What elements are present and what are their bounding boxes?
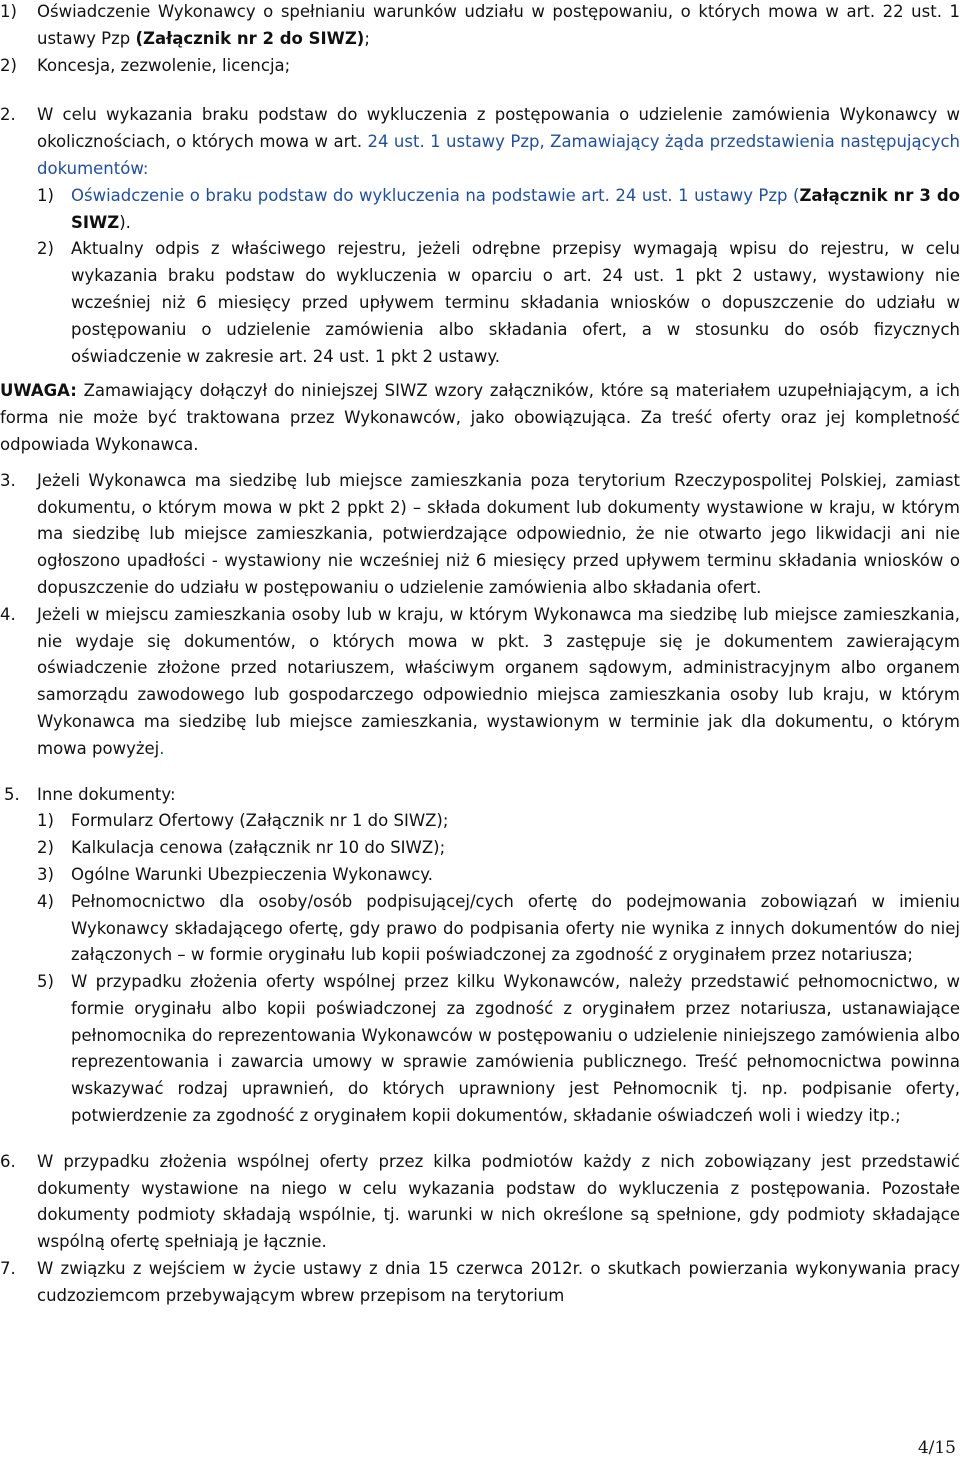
- subitem-text-end: ).: [119, 212, 131, 232]
- list-item-6: [0, 1149, 960, 1256]
- list-item-4: [0, 602, 960, 763]
- warning-text: Zamawiający dołączył do niniejszej SIWZ wzory załączników, które są materiałem uzupełniającym, a ich forma nie może być traktowana przez Wykonawców, jako obowiązująca. Za treść oferty oraz jej kompletność odpowiada Wykonawca.: [0, 381, 960, 454]
- warning-paragraph: [0, 378, 960, 458]
- item-text: W związku z wejściem w życie ustawy z dnia 15 czerwca 2012r. o skutkach powierzania wykonywania pracy cudzoziemcom przebywającym wbrew przepisom na terytorium: [37, 1259, 960, 1305]
- item-text: W przypadku złożenia wspólnej oferty przez kilka podmiotów każdy z nich zobowiązany jest przedstawić dokumenty wystawione na niego w celu wykazania podstaw do wykluczenia z postępowania. Pozostałe dokumenty podmioty składają wspólnie, tj. warunki w nich określone są spełnione, gdy podmioty składające wspólną ofertę spełniają je łącznie.: [37, 1151, 960, 1252]
- subitem-text: Formularz Ofertowy (Załącznik nr 1 do SIWZ);: [71, 811, 449, 831]
- subitem-text: W przypadku złożenia oferty wspólnej przez kilku Wykonawców, należy przedstawić pełnomocnictwo, w formie oryginału albo kopii poświadczonej za zgodność z oryginałem przez notariusza, ustanawiające pełnomocnika do reprezentowania Wykonawców w postępowaniu o udzielenie niniejszego zamówienia albo reprezentowania i zawarcia umowy w sprawie zamówienia publicznego. Treść pełnomocnictwa powinna wskazywać rodzaj uprawnień, do których uprawniony jest Pełnomocnik tj. np. podpisanie oferty, potwierdzenie za zgodność z oryginałem kopii dokumentów, składanie oświadczeń woli i wiedzy itp.;: [71, 972, 960, 1126]
- list-item-2: [0, 102, 960, 182]
- subitem-number: 1): [0, 2, 17, 21]
- page-number: 4/15: [917, 1438, 956, 1459]
- subitem-number: 2): [37, 239, 54, 259]
- item5-subitem-5: [0, 969, 960, 1130]
- item-number: 5.: [4, 784, 20, 804]
- item5-subitem-3: [0, 862, 960, 889]
- list-item-5: [0, 782, 960, 809]
- subitem-number: 3): [37, 864, 54, 884]
- item-text: W celu wykazania braku podstaw do wykluczenia z postępowania o udzielenie zamówienia Wykonawcy w okolicznościach, o których mowa w art.: [37, 105, 960, 152]
- item-title: Inne dokumenty:: [37, 784, 176, 804]
- item5-subitem-4: [0, 889, 960, 969]
- warning-label: UWAGA:: [0, 381, 77, 401]
- subitem-text: Aktualny odpis z właściwego rejestru, jeżeli odrębne przepisy wymagają wpisu do rejestru, w celu wykazania braku podstaw do wykluczenia w oparciu o art. 24 ust. 1 pkt 2 ustawy, wystawiony nie wcześniej niż 6 miesięcy przed upływem terminu składania wniosków o dopuszczenie do udziału w postępowaniu o udzielenie zamówienia albo składania ofert, a w stosunku do osób fizycznych oświadczenie w zakresie art. 24 ust. 1 pkt 2 ustawy.: [71, 239, 960, 366]
- subitem-number: 1): [37, 811, 54, 831]
- item-text-blue: 24 ust. 1 ustawy Pzp, Zamawiający żąda przedstawienia następujących dokumentów:: [37, 132, 960, 178]
- subitem-number: 2): [37, 838, 54, 858]
- subitem-number: 4): [37, 891, 54, 911]
- subitem-text: Kalkulacja cenowa (załącznik nr 10 do SIWZ);: [71, 838, 446, 858]
- item2-subitem-1: [0, 183, 960, 237]
- item-end-dot: .: [159, 738, 165, 758]
- subitem-text: Oświadczenie Wykonawcy o spełnianiu warunków udziału w postępowaniu, o których mowa w art. 22 ust. 1 ustawy Pzp: [37, 2, 960, 48]
- top-subitem-1: [0, 0, 960, 53]
- list-item-7: [0, 1256, 960, 1310]
- item5-subitem-1: [0, 808, 960, 835]
- subitem-text: Oświadczenie o braku podstaw do wykluczenia na podstawie art. 24 ust. 1 ustawy Pzp (: [71, 185, 800, 205]
- item-text: Jeżeli w miejscu zamieszkania osoby lub w kraju, w którym Wykonawca ma siedzibę lub miejsce zamieszkania, nie wydaje się dokumentów, o których mowa w pkt. 3 zastępuje się je dokumentem zawierającym oświadczenie złożone przed notariuszem, właściwym organem sądowym, administracyjnym albo organem samorządu zawodowego lub gospodarczego odpowiednio miejsca zamieszkania osoby lub kraju, w którym Wykonawca ma siedzibę lub miejsce zamieszkania, wystawionym w terminie jak dla dokumentu, o którym mowa powyżej: [37, 604, 960, 758]
- item-number: 7.: [0, 1259, 16, 1279]
- item-number: 3.: [0, 470, 16, 490]
- attachment-ref: Załącznik nr 3 do SIWZ: [71, 185, 960, 232]
- list-item-3: [0, 468, 960, 602]
- item-text: Jeżeli Wykonawca ma siedzibę lub miejsce zamieszkania poza terytorium Rzeczypospolitej Polskiej, zamiast dokumentu, o którym mowa w pkt 2 ppkt 2) – składa dokument lub dokumenty wystawione w kraju, w którym ma siedzibę lub miejsce zamieszkania, potwierdzające odpowiednio, że nie otwarto jego likwidacji ani nie ogłoszono upadłości - wystawiony nie wcześniej niż 6 miesięcy przed upływem terminu składania wniosków o dopuszczenie do udziału w postępowaniu o udzielenie zamówienia albo składania ofert.: [37, 470, 960, 597]
- subitem-text-end: ;: [364, 28, 370, 48]
- subitem-text: Ogólne Warunki Ubezpieczenia Wykonawcy.: [71, 864, 433, 884]
- item-number: 4.: [0, 604, 16, 624]
- item-number: 2.: [0, 105, 16, 125]
- item5-subitem-2: [0, 835, 960, 862]
- item2-subitem-2: [0, 236, 960, 370]
- subitem-text: Koncesja, zezwolenie, licencja;: [37, 55, 291, 75]
- top-subitem-2: [0, 53, 960, 80]
- attachment-ref: (Załącznik nr 2 do SIWZ): [135, 28, 365, 48]
- subitem-text: Pełnomocnictwo dla osoby/osób podpisującej/cych ofertę do podejmowania zobowiązań w imieniu Wykonawcy składającego ofertę, gdy prawo do podpisania oferty nie wynika z innych dokumentów do niej załączonych – w formie oryginału lub kopii poświadczonej za zgodność z oryginałem przez notariusza;: [71, 891, 960, 965]
- item-number: 6.: [0, 1151, 16, 1171]
- subitem-number: 5): [37, 972, 54, 992]
- subitem-number: 2): [0, 55, 17, 75]
- subitem-number: 1): [37, 185, 54, 205]
